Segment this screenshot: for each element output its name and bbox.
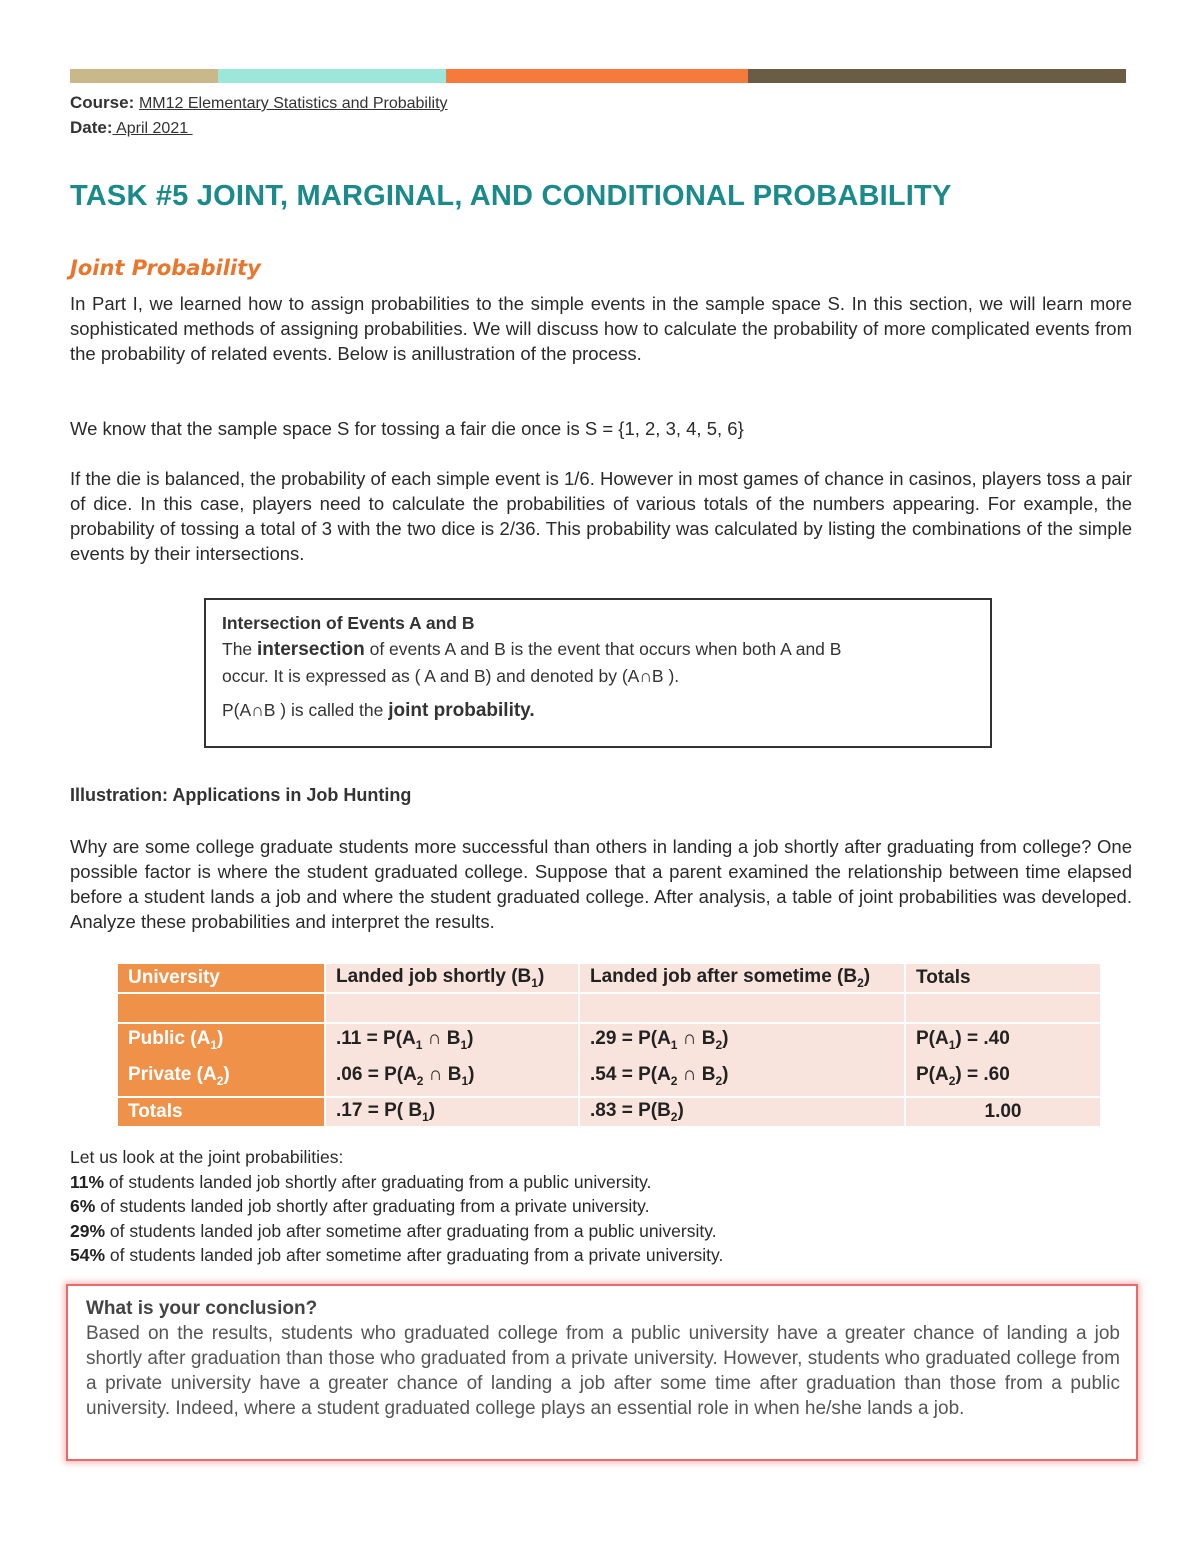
header-b1: Landed job shortly $(B_1)$ (326, 964, 578, 992)
joint-probability-table (116, 962, 1102, 1128)
color-bar-segment-orange (446, 69, 748, 83)
total-b2: $.83 = P(B_2)$ (580, 1098, 904, 1126)
list-item: 54% of students landed job after sometime after graduating from a private university. (70, 1245, 724, 1265)
illustration-title: Illustration: Applications in Job Hunting (70, 785, 412, 805)
blank-cell (906, 994, 1100, 1022)
illustration-paragraph: Why are some college graduate students more successful than others in landing a job shortly after graduating from college? One possible factor is where the student graduated college. Suppose that a parent examined the relationship between time elapsed before a student lands a job and where the student graduated college. After analysis, a table of joint probabilities was developed. Analyze these probabilities and interpret the results. (70, 836, 1132, 932)
table-totals-row (118, 1098, 1100, 1126)
intersection-term: intersection (257, 639, 365, 660)
list-item: 6% of students landed job shortly after graduating from a private university. (70, 1196, 650, 1216)
date-line (70, 116, 448, 141)
cells-b1: $.11 = P(A_1$ ∩ $B_1$) $.06 = P(A_2$ ∩ $B_1$) (326, 1024, 578, 1096)
grand-total: 1.00 (906, 1098, 1100, 1126)
header-b2: Landed job after sometime $(B_2)$ (580, 964, 904, 992)
course-value: MM12 Elementary Statistics and Probability (138, 95, 448, 112)
cells-b2: $.29 = P(A_1$ ∩ $B_2$) $.54 = P(A_2$ ∩ $B_2$) (580, 1024, 904, 1096)
joint-probability-term: joint probability. (388, 700, 535, 721)
course-line (70, 91, 448, 116)
row-headers-university: Public $(A_1)$ Private $(A_2)$ (118, 1024, 324, 1096)
document-meta (70, 91, 448, 141)
joint-probability-list (70, 1145, 723, 1268)
definition-box (204, 598, 992, 748)
joint-list-intro: Let us look at the joint probabilities: (70, 1147, 344, 1167)
table-row (118, 1024, 1100, 1096)
definition-line-3 (222, 697, 974, 724)
conclusion-question: What is your conclusion? (86, 1298, 318, 1319)
intro-paragraph: In Part I, we learned how to assign probabilities to the simple events in the sample space S. In this section, we will learn more sophisticated methods of assigning probabilities. We will discuss how to calculate the probability of more complicated events from the probability of related events. Below is anillustration of the process. (70, 293, 1132, 364)
dice-paragraph: If the die is balanced, the probability of each simple event is 1/6. However in most games of chance in casinos, players toss a pair of dice. In this case, players need to calculate the probabilities of various totals of the numbers appearing. For example, the probability of tossing a total of 3 with the two dice is 2/36. This probability was calculated by listing the combinations of the simple events by their intersections. (70, 468, 1132, 564)
color-bar-segment-tan (70, 69, 218, 83)
definition-text: P(A∩B ) is called the (222, 700, 389, 720)
definition-line-1 (222, 636, 974, 663)
conclusion-text: Based on the results, students who graduated college from a public university have a greater chance of landing a job shortly after graduation than those who graduated from a private university. However, students who graduated college from a private university have a greater chance of landing a job after some time after graduation than those from a public university. Indeed, where a student graduated college plays an essential role in when he/she lands a job. (86, 1323, 1120, 1419)
sample-space-paragraph: We know that the sample space S for tossing a fair die once is S = {1, 2, 3, 4, 5, 6} (70, 418, 744, 439)
definition-line-2: occur. It is expressed as ( A and B) and denoted by (A∩B ). (222, 666, 680, 686)
list-item: 29% of students landed job after sometime after graduating from a public university. (70, 1220, 717, 1241)
definition-text: of events A and B is the event that occurs when both A and B (364, 639, 842, 659)
list-item: 11% of students landed job shortly after graduating from a public university. (70, 1171, 652, 1192)
blank-cell (118, 994, 324, 1022)
definition-heading: Intersection of Events A and B (222, 613, 475, 633)
blank-cell (326, 994, 578, 1022)
header-totals: Totals (906, 964, 1100, 992)
table-header-row (118, 964, 1100, 992)
conclusion-box (66, 1284, 1138, 1461)
course-label: Course: (70, 93, 135, 112)
date-label: Date: (70, 118, 113, 137)
header-university: University (118, 964, 324, 992)
table-row (118, 994, 1100, 1022)
blank-cell (580, 994, 904, 1022)
page-title: TASK #5 JOINT, MARGINAL, AND CONDITIONAL PROBABILITY (70, 180, 952, 212)
color-bar-segment-mint (218, 69, 446, 83)
section-heading: Joint Probability (70, 256, 261, 280)
date-value: April 2021 (112, 120, 193, 137)
row-header-totals: Totals (118, 1098, 324, 1126)
cells-marginal-a: $P(A_1) = .40$ $P(A_2) = .60$ (906, 1024, 1100, 1096)
total-b1: .17 = P( $B_1$) (326, 1098, 578, 1126)
definition-text: The (222, 639, 258, 659)
color-bar-segment-brown (748, 69, 1126, 83)
header-color-bar (70, 69, 1126, 83)
